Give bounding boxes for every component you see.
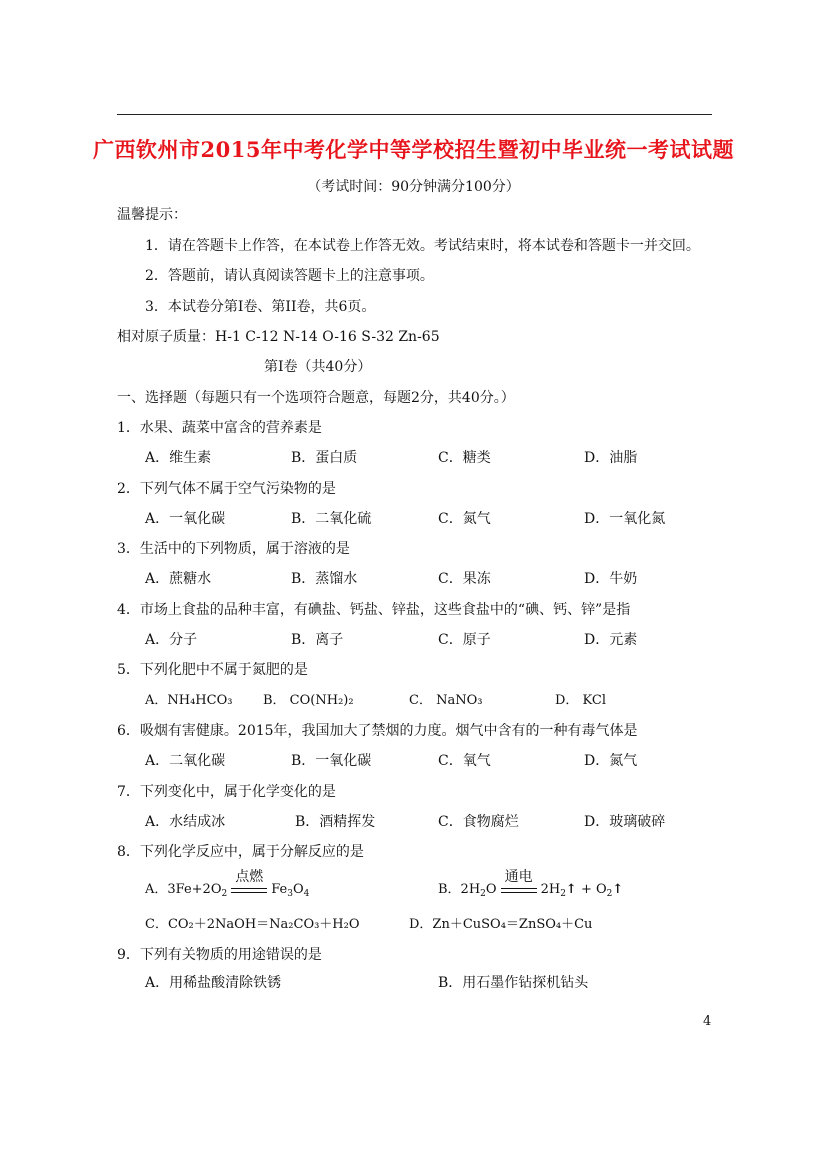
option-a: A．蔗糖水 <box>145 571 212 587</box>
section-heading: 一、选择题（每题只有一个选项符合题意，每题2分，共40分。） <box>117 390 515 406</box>
option-d: D．元素 <box>584 632 638 648</box>
atomic-masses: 相对原子质量：H-1 C-12 N-14 O-16 S-32 Zn-65 <box>117 329 440 345</box>
question-stem: 1．水果、蔬菜中富含的营养素是 <box>117 420 322 436</box>
option-a: A．二氧化碳 <box>145 753 226 769</box>
option-d: D．氮气 <box>584 753 638 769</box>
option-b: B．$2H_2O$ 通电 $2H_2↑$ + $O_2↑$ <box>438 869 624 899</box>
reaction-condition: 点燃 <box>231 881 267 893</box>
top-rule <box>117 114 712 115</box>
option-a: A．维生素 <box>145 450 212 466</box>
option-a: A．$3Fe+2O_2$ 点燃 $Fe_3O_4$ <box>145 869 310 899</box>
option-d: D．Zn＋CuSO₄＝ZnSO₄＋Cu <box>409 917 593 932</box>
option-b: B．蛋白质 <box>291 450 358 466</box>
option-c: C．氮气 <box>438 511 491 527</box>
option-d: D．牛奶 <box>584 571 638 587</box>
notice-item: 2．答题前，请认真阅读答题卡上的注意事项。 <box>145 268 434 284</box>
option-a: A．水结成冰 <box>145 814 226 830</box>
notice-item: 1．请在答题卡上作答，在本试卷上作答无效。考试结束时，将本试卷和答题卡一并交回。 <box>145 238 700 254</box>
gas-arrow-icon: ↑ <box>612 882 624 897</box>
option-b: B． CO(NH₂)₂ <box>263 693 354 708</box>
option-b: B．酒精挥发 <box>295 814 376 830</box>
option-b: B．蒸馏水 <box>291 571 358 587</box>
option-d: D．一氧化氮 <box>584 511 666 527</box>
option-d: D．玻璃破碎 <box>584 814 666 830</box>
question-stem: 2．下列气体不属于空气污染物的是 <box>117 481 336 497</box>
option-d: D．油脂 <box>584 450 638 466</box>
option-a: A．用稀盐酸清除铁锈 <box>145 975 282 991</box>
option-a: A．分子 <box>145 632 198 648</box>
option-c: C．原子 <box>438 632 491 648</box>
question-stem: 5．下列化肥中不属于氮肥的是 <box>117 662 308 678</box>
notice-heading: 温馨提示： <box>117 207 187 223</box>
option-b: B．用石墨作钻探机钻头 <box>438 975 589 991</box>
option-b: B．离子 <box>291 632 344 648</box>
question-stem: 4．市场上食盐的品种丰富，有碘盐、钙盐、锌盐，这些食盐中的“碘、钙、锌”是指 <box>117 602 631 618</box>
option-c: C．氧气 <box>438 753 491 769</box>
question-stem: 9．下列有关物质的用途错误的是 <box>117 947 322 963</box>
page-title: 广西钦州市2015年中考化学中等学校招生暨初中毕业统一考试试题 <box>93 137 734 162</box>
option-c: C．CO₂＋2NaOH＝Na₂CO₃＋H₂O <box>145 917 360 932</box>
question-stem: 6．吸烟有害健康。2015年，我国加大了禁烟的力度。烟气中含有的一种有毒气体是 <box>117 723 638 739</box>
exam-duration: （考试时间：90分钟满分100分） <box>307 179 520 195</box>
volume-heading: 第Ⅰ卷（共40分） <box>264 359 372 375</box>
page-number: 4 <box>703 1014 712 1029</box>
option-c: C． NaNO₃ <box>409 693 483 708</box>
option-b: B．一氧化碳 <box>291 753 372 769</box>
option-a: A．NH₄HCO₃ <box>145 693 233 708</box>
question-stem: 7．下列变化中，属于化学变化的是 <box>117 784 336 800</box>
question-stem: 8．下列化学反应中，属于分解反应的是 <box>117 844 364 860</box>
question-stem: 3．生活中的下列物质，属于溶液的是 <box>117 541 350 557</box>
option-a: A．一氧化碳 <box>145 511 226 527</box>
option-c: C．果冻 <box>438 571 491 587</box>
option-c: C．糖类 <box>438 450 491 466</box>
option-b: B．二氧化硫 <box>291 511 372 527</box>
notice-item: 3．本试卷分第Ⅰ卷、第II卷，共6页。 <box>145 299 376 315</box>
option-d: D． KCl <box>555 693 607 708</box>
option-c: C．食物腐烂 <box>438 814 519 830</box>
reaction-condition: 通电 <box>501 881 537 893</box>
gas-arrow-icon: ↑ <box>565 882 577 897</box>
